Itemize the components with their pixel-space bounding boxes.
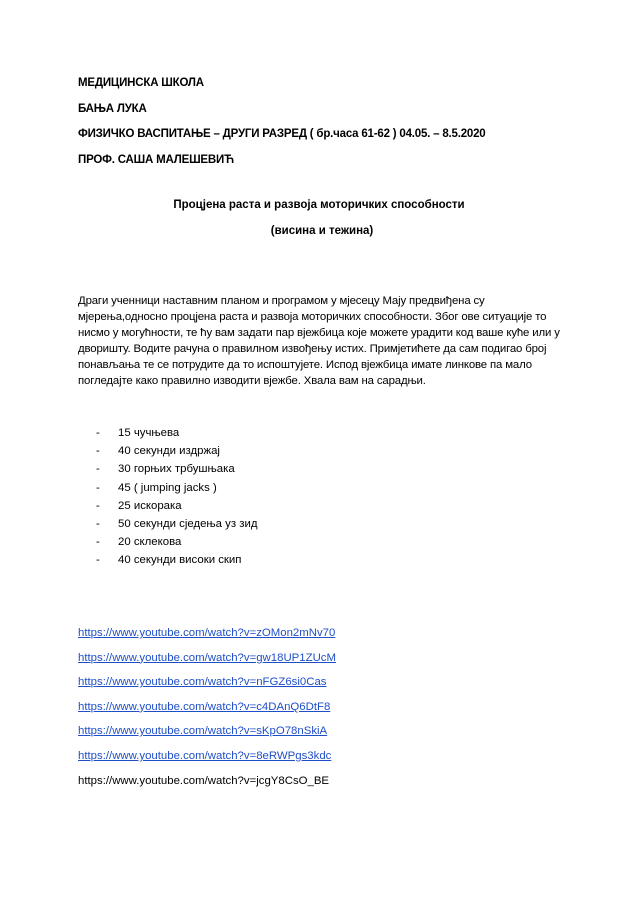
exercise-item bbox=[96, 497, 258, 515]
intro-line: дворишту. Водите рачуна о правилном извођењу истих. Примјетићете да сам подигао број bbox=[78, 343, 547, 355]
list-bullet: - bbox=[96, 536, 100, 549]
exercise-label: 25 искорака bbox=[118, 499, 182, 512]
exercise-label: 50 секунди сједења уз зид bbox=[118, 517, 258, 530]
video-link[interactable]: https://www.youtube.com/watch?v=sKpO78nSkiA bbox=[78, 725, 328, 738]
exercise-item bbox=[96, 424, 258, 442]
exercise-item bbox=[96, 533, 258, 551]
exercise-list bbox=[96, 424, 258, 570]
school-name: МЕДИЦИНСКА ШКОЛА bbox=[78, 77, 204, 89]
exercise-label: 20 склекова bbox=[118, 536, 182, 549]
exercise-label: 40 секунди издржај bbox=[118, 445, 220, 458]
list-bullet: - bbox=[96, 554, 100, 567]
video-link[interactable]: https://www.youtube.com/watch?v=c4DAnQ6DtF8 bbox=[78, 700, 331, 713]
list-bullet: - bbox=[96, 481, 100, 494]
exercise-item bbox=[96, 460, 258, 478]
intro-paragraph bbox=[78, 293, 568, 389]
city-name: БАЊА ЛУКА bbox=[78, 103, 147, 115]
list-bullet: - bbox=[96, 517, 100, 530]
list-bullet: - bbox=[96, 427, 100, 439]
intro-line: понављања те се потрудите да то испоштујете. Испод вјежбица имате линкове па мало bbox=[78, 359, 532, 371]
intro-line: нисмо у могућности, те ћу вам задати пар вјежбица које можете урадити код ваше куће или у bbox=[78, 327, 560, 339]
exercise-item bbox=[96, 515, 258, 533]
exercise-item bbox=[96, 551, 258, 569]
document-subtitle: (висина и тежина) bbox=[270, 225, 374, 237]
intro-line: погледајте како правилно изводити вјежбе. Хвала вам на сарадњи. bbox=[78, 375, 426, 387]
subject-line: ФИЗИЧКО ВАСПИТАЊЕ – ДРУГИ РАЗРЕД ( бр.часа 61-62 ) 04.05. – 8.5.2020 bbox=[78, 128, 486, 140]
list-bullet: - bbox=[96, 445, 100, 458]
exercise-label: 15 чучњева bbox=[118, 427, 180, 439]
exercise-label: 40 секунди високи скип bbox=[118, 554, 242, 567]
video-link[interactable]: https://www.youtube.com/watch?v=zOMon2mNv70 bbox=[78, 627, 336, 639]
intro-line: Драги ученници наставним планом и програмом у мјесецу Мају предвиђена су bbox=[78, 295, 485, 307]
intro-line: мјерења,односно процјена раста и развоја моторичких способности. Збoг ове ситуације то bbox=[78, 311, 547, 323]
video-links bbox=[78, 624, 336, 796]
video-link[interactable]: https://www.youtube.com/watch?v=nFGZ6si0Cas bbox=[78, 676, 327, 689]
exercise-label: 30 горњих трбушњака bbox=[118, 463, 235, 476]
exercise-item bbox=[96, 479, 258, 497]
exercise-item bbox=[96, 442, 258, 460]
list-bullet: - bbox=[96, 499, 100, 512]
video-link[interactable]: https://www.youtube.com/watch?v=gw18UP1ZUcM bbox=[78, 651, 336, 664]
teacher-name: ПРОФ. САША МАЛЕШЕВИЋ bbox=[78, 154, 234, 166]
video-link-plain: https://www.youtube.com/watch?v=jcgY8CsO_BE bbox=[78, 774, 330, 787]
document-title: Процјена раста и развоја моторичких способности bbox=[173, 199, 465, 211]
video-link[interactable]: https://www.youtube.com/watch?v=8eRWPgs3kdc bbox=[78, 749, 332, 762]
list-bullet: - bbox=[96, 463, 100, 476]
exercise-label: 45 ( jumping jacks ) bbox=[118, 481, 217, 494]
